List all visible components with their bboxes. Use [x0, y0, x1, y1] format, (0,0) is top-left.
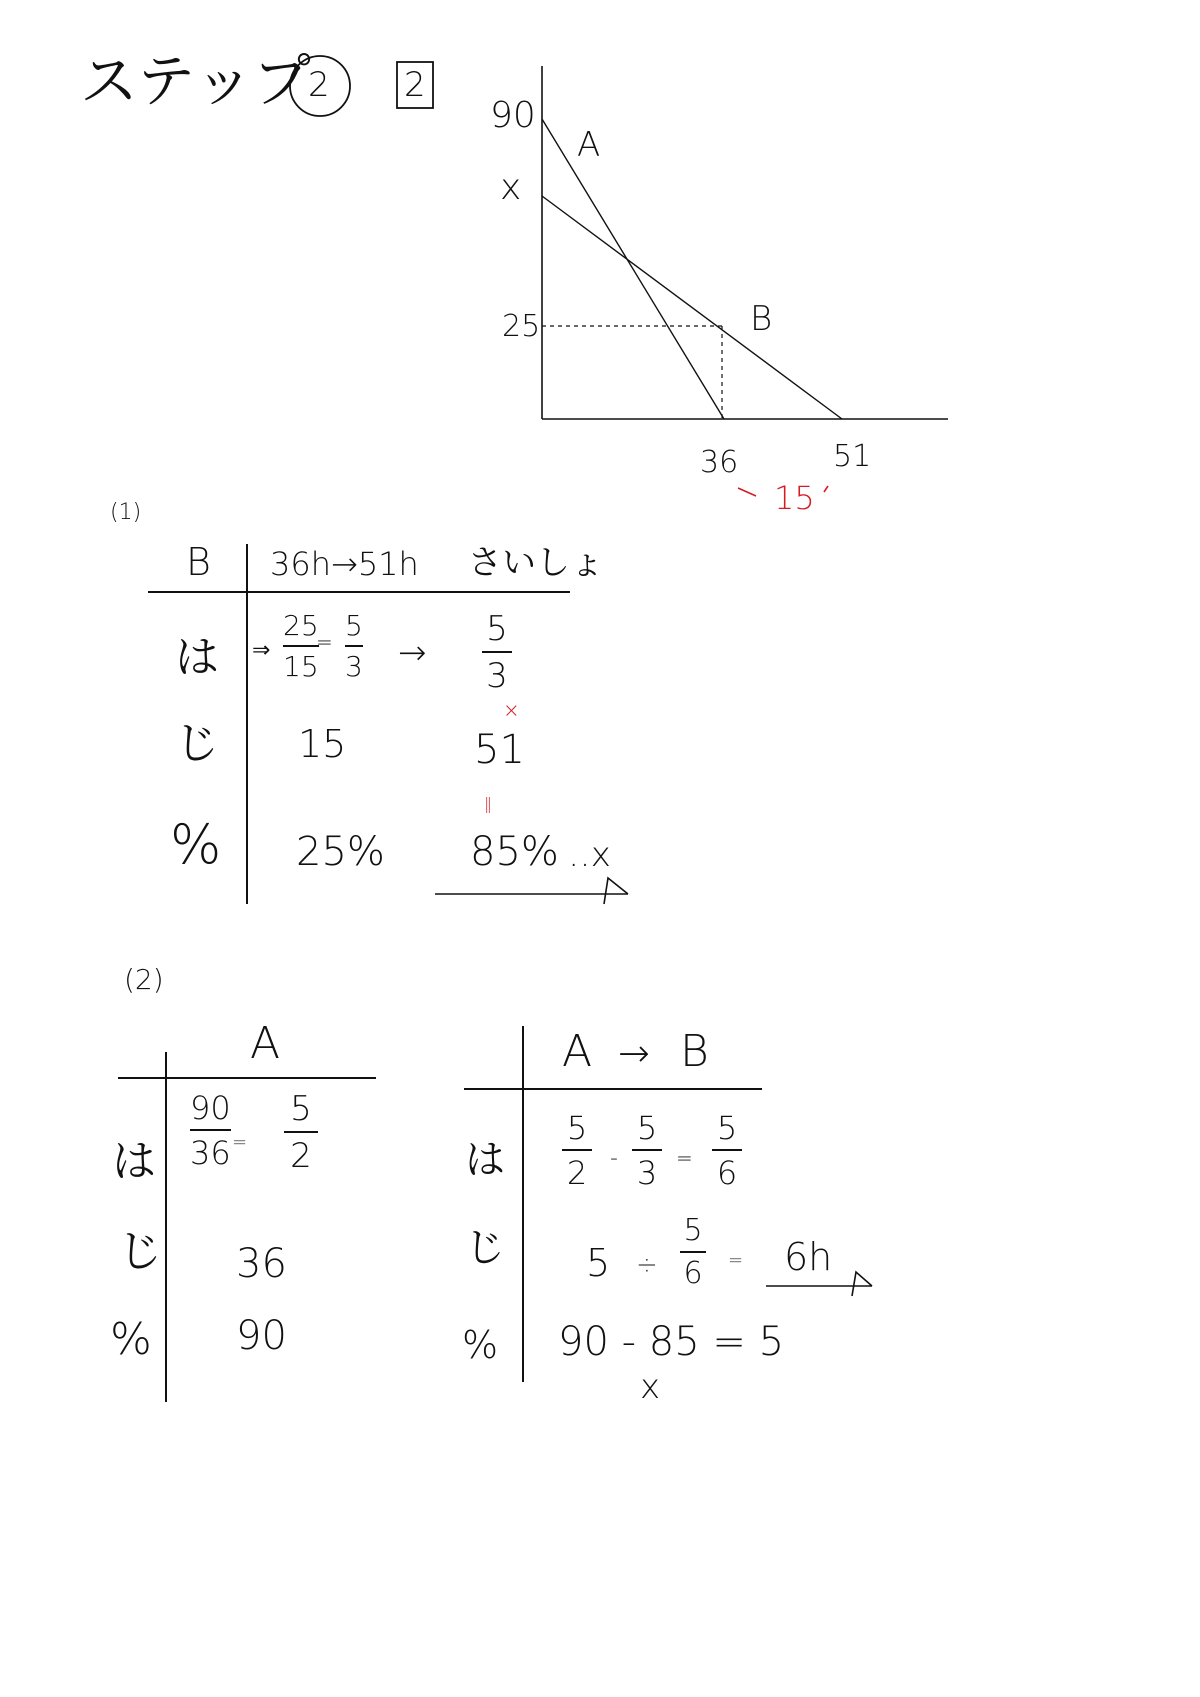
table-ab-percent-expression: 90 - 85 = 5 — [558, 1319, 785, 1365]
table-a-header: A — [250, 1018, 281, 1069]
part1-row-time-label: じ — [175, 718, 219, 769]
table-a-time-value: 36 — [236, 1241, 287, 1287]
table-ab-equals: = — [676, 1146, 693, 1170]
equal-mark: ‖ — [484, 794, 492, 813]
y-label-90: 90 — [490, 95, 536, 136]
denominator: 6 — [683, 1255, 703, 1291]
table-ab-percent-label: % — [462, 1323, 499, 1367]
table-ab-time-equals: = — [728, 1250, 744, 1271]
part1-time-value: 15 — [298, 722, 347, 766]
numerator: 5 — [345, 609, 363, 642]
part1-label: (1) — [110, 500, 142, 525]
denominator: 36 — [190, 1133, 231, 1172]
denominator: 3 — [345, 649, 363, 683]
y-label-x: x — [500, 167, 522, 208]
denominator: 3 — [636, 1153, 658, 1192]
part1-header-start: さいしょ — [468, 543, 604, 583]
table-ab-minus: - — [610, 1146, 618, 1171]
numerator: 5 — [683, 1213, 703, 1248]
table-ab-time-result: 6h — [784, 1235, 833, 1279]
part1-equals: = — [316, 630, 333, 654]
numerator: 5 — [566, 1109, 588, 1147]
numerator: 5 — [636, 1109, 658, 1147]
table-ab-time-lhs: 5 — [586, 1241, 611, 1285]
numerator: 90 — [190, 1089, 231, 1127]
denominator: 3 — [486, 655, 508, 696]
part1-to-arrow: → — [398, 633, 427, 673]
table-ab-header-a: A — [562, 1026, 593, 1077]
table-ab-divide: ÷ — [636, 1250, 658, 1280]
table-ab-header-b: B — [680, 1026, 709, 1077]
table-a-percent-value: 90 — [236, 1313, 287, 1359]
part1-time-result: 51 — [474, 727, 525, 773]
denominator: 15 — [283, 649, 319, 683]
table-ab-speed-label: は — [465, 1137, 505, 1183]
numerator: 5 — [290, 1089, 312, 1129]
table-a-speed-label: は — [112, 1136, 156, 1187]
y-label-25: 25 — [502, 309, 541, 344]
table-ab-percent-under: x — [640, 1367, 661, 1407]
numerator: 5 — [486, 609, 508, 649]
part1-percent-result: 85% — [470, 829, 559, 875]
difference-label: 15 — [774, 479, 815, 517]
step-title: ステップ — [80, 47, 311, 115]
table-ab-header-arrow: → — [618, 1031, 650, 1075]
x-label-36: 36 — [700, 445, 739, 480]
denominator: 2 — [290, 1135, 312, 1176]
denominator: 2 — [566, 1153, 588, 1192]
part1-row-percent-label: % — [170, 813, 222, 876]
table-ab-time-label: じ — [465, 1225, 505, 1271]
part2-label: (2) — [124, 963, 164, 996]
numerator: 5 — [716, 1109, 738, 1147]
part1-row-speed-label: は — [175, 632, 219, 683]
numerator: 25 — [283, 609, 319, 642]
multiply-mark: × — [503, 698, 520, 722]
denominator: 6 — [716, 1153, 738, 1192]
part1-header-b: B — [186, 540, 211, 584]
line-a-label: A — [577, 125, 601, 165]
part1-header-interval: 36h→51h — [270, 545, 419, 583]
part1-percent-suffix: ‥x — [568, 835, 611, 875]
part1-percent-value: 25% — [296, 829, 385, 875]
circled-number: 2 — [308, 65, 330, 105]
x-label-51: 51 — [833, 439, 872, 474]
line-b-label: B — [750, 299, 773, 339]
table-a-time-label: じ — [118, 1226, 162, 1277]
boxed-number: 2 — [404, 65, 426, 105]
table-a-percent-label: % — [110, 1314, 152, 1365]
part1-implies-arrow: ⇒ — [252, 638, 271, 663]
table-a-equals: = — [232, 1132, 248, 1153]
